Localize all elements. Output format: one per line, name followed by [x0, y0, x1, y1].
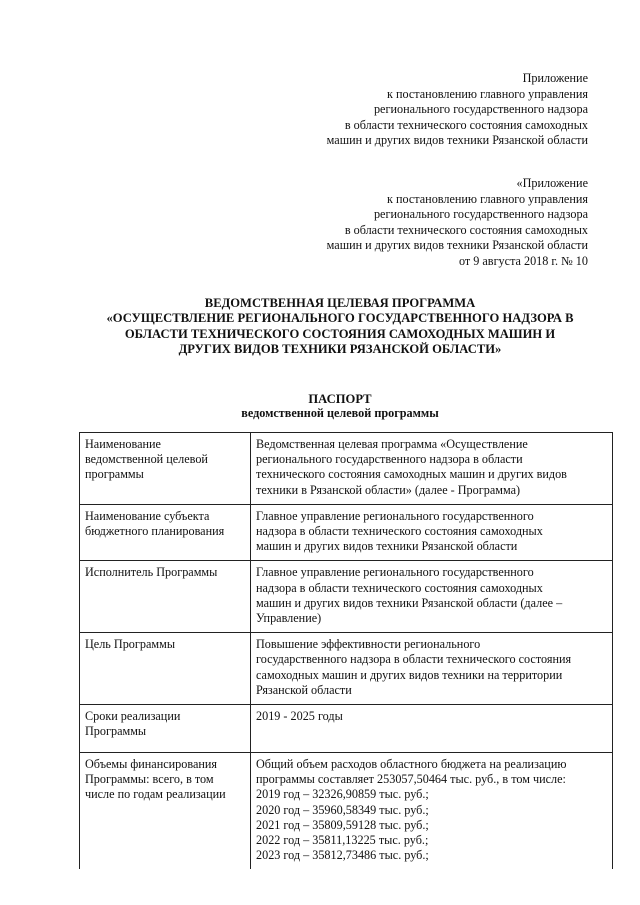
row-label	[80, 633, 251, 705]
row-value	[251, 433, 613, 505]
value-line: Повышение эффективности регионального	[256, 637, 481, 652]
row-label	[80, 433, 251, 505]
label-line: Объемы финансирования	[85, 757, 218, 772]
appendix-line: Приложение	[522, 71, 588, 85]
row-label	[80, 561, 251, 633]
appendix-line: в области технического состояния самоходных	[344, 117, 588, 132]
value-line: 2020 год – 35960,58349 тыс. руб.;	[256, 802, 429, 817]
label-line: Наименование	[85, 437, 161, 451]
table-row	[80, 753, 613, 870]
label-line: бюджетного планирования	[85, 524, 225, 539]
table-row	[80, 633, 613, 705]
label-line: Программы: всего, в том	[85, 772, 214, 787]
program-title-line: ОБЛАСТИ ТЕХНИЧЕСКОГО СОСТОЯНИЯ САМОХОДНЫХ МАШИН И	[124, 326, 556, 341]
label-line: Цель Программы	[85, 637, 176, 652]
label-line: Наименование субъекта	[85, 508, 210, 523]
passport-table	[79, 432, 613, 869]
value-line: 2023 год – 35812,73486 тыс. руб.;	[256, 848, 429, 863]
value-line: Главное управление регионального государственного	[256, 565, 534, 580]
value-line: 2022 год – 35811,13225 тыс. руб.;	[256, 833, 429, 848]
appendix-date-line: от 9 августа 2018 г. № 10	[458, 253, 588, 268]
program-title-line: ДРУГИХ ВИДОВ ТЕХНИКИ РЯЗАНСКОЙ ОБЛАСТИ»	[178, 342, 502, 357]
value-line: Ведомственная целевая программа «Осуществление	[256, 437, 528, 451]
value-line: государственного надзора в области технического состояния	[256, 652, 572, 667]
row-value	[251, 705, 613, 753]
appendix-line: к постановлению главного управления	[386, 191, 588, 206]
appendix-line: «Приложение	[516, 176, 588, 190]
appendix-header-original	[327, 176, 588, 270]
value-line: надзора в области технического состояния самоходных	[256, 524, 543, 539]
appendix-line: к постановлению главного управления	[386, 86, 588, 101]
value-line: программы составляет 253057,50464 тыс. руб., в том числе:	[256, 772, 566, 787]
value-line: машин и других видов техники Рязанской области (далее –	[256, 595, 563, 610]
row-value	[251, 561, 613, 633]
passport-heading: ПАСПОРТ	[308, 392, 372, 406]
appendix-header	[327, 71, 588, 149]
label-line: Сроки реализации	[85, 709, 181, 724]
label-line: ведомственной целевой	[85, 452, 208, 467]
value-line: Управление)	[256, 611, 322, 626]
table-row	[80, 561, 613, 633]
value-line: 2019 - 2025 годы	[256, 709, 343, 724]
value-line: техники в Рязанской области» (далее - Программа)	[256, 482, 521, 497]
value-line: 2019 год – 32326,90859 тыс. руб.;	[256, 787, 429, 802]
value-line: Общий объем расходов областного бюджета на реализацию	[256, 757, 567, 772]
row-label	[80, 753, 251, 870]
label-line: числе по годам реализации	[85, 787, 226, 802]
value-line: машин и других видов техники Рязанской области	[256, 539, 518, 554]
appendix-line: машин и других видов техники Рязанской области	[326, 238, 588, 253]
row-label	[80, 504, 251, 561]
appendix-line: регионального государственного надзора	[373, 102, 588, 117]
appendix-line: регионального государственного надзора	[373, 207, 588, 222]
row-value	[251, 753, 613, 870]
label-line: Программы	[85, 724, 147, 739]
row-value	[251, 633, 613, 705]
appendix-line: в области технического состояния самоходных	[344, 222, 588, 237]
value-line: 2021 год – 35809,59128 тыс. руб.;	[256, 817, 429, 832]
row-label	[80, 705, 251, 753]
row-value	[251, 504, 613, 561]
value-line: технического состояния самоходных машин и других видов	[256, 467, 567, 482]
value-line: надзора в области технического состояния самоходных	[256, 580, 543, 595]
value-line: Рязанской области	[256, 682, 352, 697]
passport-subheading: ведомственной целевой программы	[241, 406, 439, 420]
label-line: Исполнитель Программы	[85, 565, 218, 580]
program-title-line: ВЕДОМСТВЕННАЯ ЦЕЛЕВАЯ ПРОГРАММА	[204, 296, 476, 310]
label-line: программы	[85, 467, 144, 482]
value-line: самоходных машин и других видов техники на территории	[256, 667, 563, 682]
value-line: Главное управление регионального государственного	[256, 508, 534, 523]
table-row	[80, 433, 613, 505]
appendix-line: машин и других видов техники Рязанской области	[326, 133, 588, 148]
table-row	[80, 705, 613, 753]
table-row	[80, 504, 613, 561]
value-line: регионального государственного надзора в области	[256, 452, 523, 467]
program-title-line: «ОСУЩЕСТВЛЕНИЕ РЕГИОНАЛЬНОГО ГОСУДАРСТВЕННОГО НАДЗОРА В	[106, 311, 574, 326]
program-title	[60, 296, 620, 358]
